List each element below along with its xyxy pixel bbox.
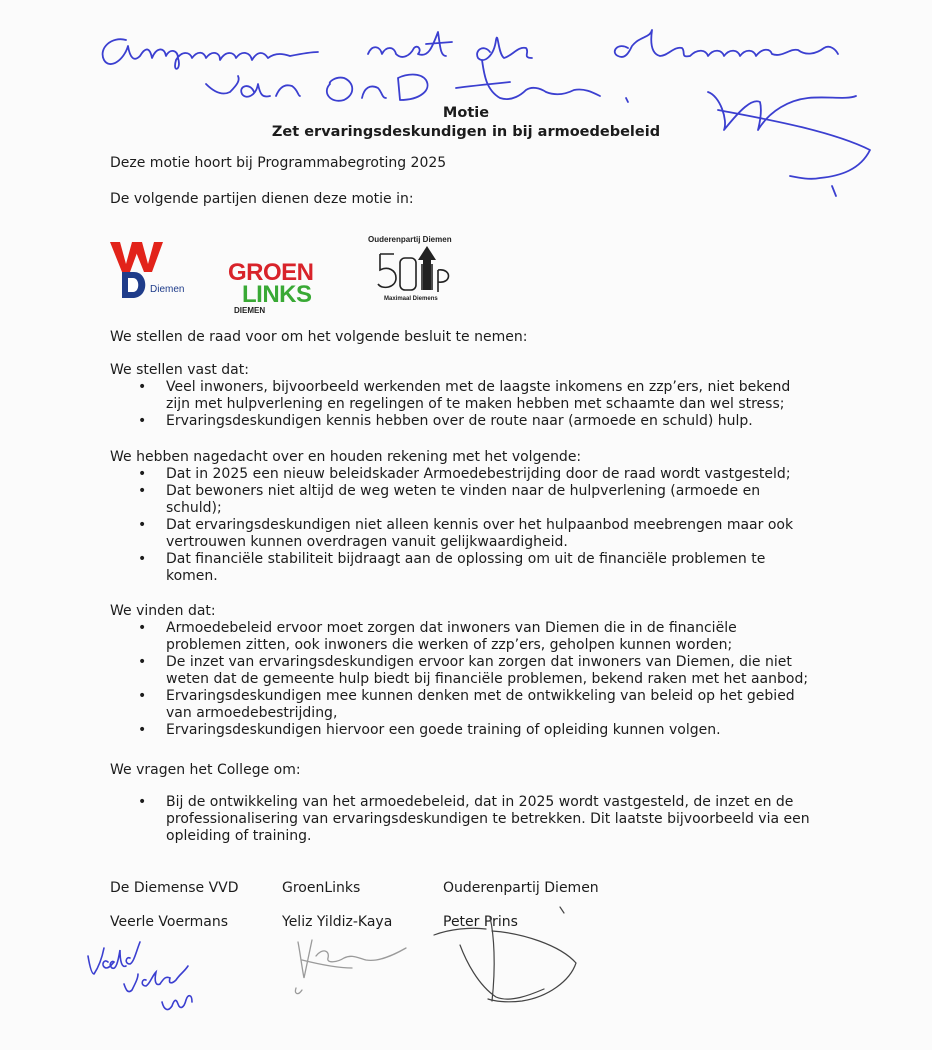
groenlinks-logo-line1: GROEN bbox=[228, 259, 314, 286]
list-item: • Armoedebeleid ervoor moet zorgen dat inwoners van Diemen die in de financiële problemen zitten, ook inwoners die werken of zzp’ers, geholpen kunnen worden; bbox=[132, 620, 808, 654]
list-nagedacht bbox=[132, 466, 793, 585]
groenlinks-logo-line2: LINKS bbox=[242, 281, 312, 308]
groenlinks-logo-line3: DIEMEN bbox=[234, 306, 266, 315]
signatory-gl-party: GroenLinks bbox=[282, 880, 361, 896]
section-heading-vragen: We vragen het College om: bbox=[110, 762, 301, 778]
section-heading-vinden: We vinden dat: bbox=[110, 603, 216, 619]
list-item: • Ervaringsdeskundigen kennis hebben over de route naar (armoede en schuld) hulp. bbox=[132, 413, 790, 430]
title-block bbox=[0, 104, 932, 142]
list-item: • Dat ervaringsdeskundigen niet alleen kennis over het hulpaanbod meebrengen maar ook vertrouwen kunnen overdragen vanuit gelijkwaardigheid. bbox=[132, 517, 793, 551]
list-item: • Dat financiële stabiliteit bijdraagt aan de oplossing om uit de financiële problemen te komen. bbox=[132, 551, 793, 585]
signatory-gl-name: Yeliz Yildiz-Kaya bbox=[282, 914, 393, 930]
document-subtitle: Zet ervaringsdeskundigen in bij armoedebeleid bbox=[271, 124, 661, 140]
signatory-vvd-name: Veerle Voermans bbox=[110, 914, 228, 930]
ouderenpartij-logo bbox=[366, 234, 472, 304]
svg-text:Maximaal Diemens: Maximaal Diemens bbox=[384, 296, 438, 302]
groenlinks-logo bbox=[228, 259, 338, 318]
document-title: Motie bbox=[442, 105, 490, 121]
vvd-logo bbox=[108, 238, 186, 302]
list-item: • Dat bewoners niet altijd de weg weten te vinden naar de hulpverlening (armoede en schuld); bbox=[132, 483, 793, 517]
signature-gl bbox=[282, 928, 422, 1008]
signatory-op-name: Peter Prins bbox=[443, 914, 518, 930]
signatory-vvd-party: De Diemense VVD bbox=[110, 880, 239, 896]
list-vragen bbox=[132, 794, 810, 845]
list-item: • Ervaringsdeskundigen mee kunnen denken met de ontwikkeling van beleid op het gebied van armoedebestrijding, bbox=[132, 688, 808, 722]
svg-text:Ouderenpartij Diemen: Ouderenpartij Diemen bbox=[368, 235, 452, 244]
list-vinden bbox=[132, 620, 808, 739]
signature-op bbox=[430, 905, 600, 1015]
list-item: • Ervaringsdeskundigen hiervoor een goede training of opleiding kunnen volgen. bbox=[132, 722, 808, 739]
list-vast bbox=[132, 379, 790, 430]
svg-text:Diemen: Diemen bbox=[150, 284, 185, 295]
parties-intro-text: De volgende partijen dienen deze motie in: bbox=[110, 191, 414, 207]
section-heading-nagedacht: We hebben nagedacht over en houden rekening met het volgende: bbox=[110, 449, 582, 465]
signature-vvd bbox=[80, 928, 230, 1018]
signatory-op-party: Ouderenpartij Diemen bbox=[443, 880, 599, 896]
section-heading-vast: We stellen vast dat: bbox=[110, 362, 249, 378]
list-item: • Dat in 2025 een nieuw beleidskader Armoedebestrijding door de raad wordt vastgesteld; bbox=[132, 466, 793, 483]
list-item: • Veel inwoners, bijvoorbeeld werkenden met de laagste inkomens en zzp’ers, niet bekend zijn met hulpverlening en regelingen of te maken hebben met schaamte dan wel stress; bbox=[132, 379, 790, 413]
list-item: • De inzet van ervaringsdeskundigen ervoor kan zorgen dat inwoners van Diemen, die niet weten dat de gemeente hulp biedt bij financiële problemen, bekend raken met het aanbod; bbox=[132, 654, 808, 688]
belongs-to-text: Deze motie hoort bij Programmabegroting 2025 bbox=[110, 155, 447, 171]
proposal-intro: We stellen de raad voor om het volgende besluit te nemen: bbox=[110, 329, 528, 345]
list-item: • Bij de ontwikkeling van het armoedebeleid, dat in 2025 wordt vastgesteld, de inzet en de professionalisering van ervaringsdeskundigen te betrekken. Dit laatste bijvoorbeeld via een opleiding of training. bbox=[132, 794, 810, 845]
